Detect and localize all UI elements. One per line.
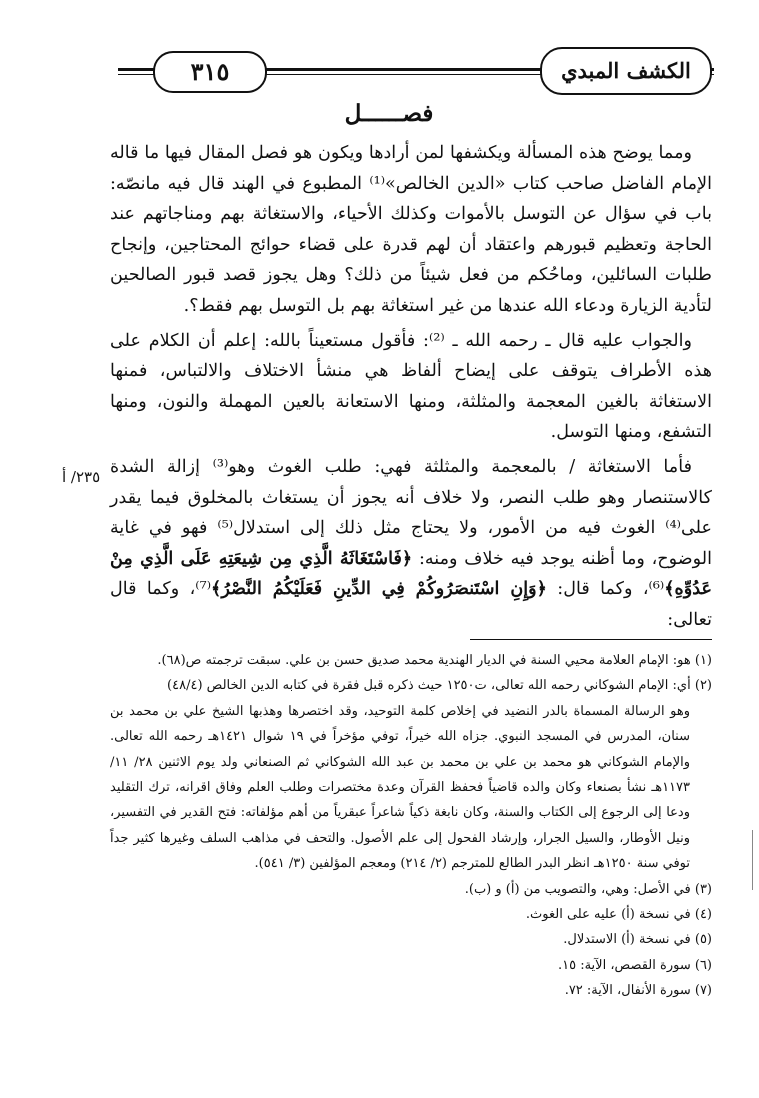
footnote-divider — [470, 639, 712, 640]
quran-verse: ﴿وَإِنِ اسْتَنصَرُوكُمْ فِي الدِّينِ فَعَلَيْكُمُ النَّصْرُ﴾ — [211, 578, 547, 600]
quran-verse: ﴿فَاسْتَغَاثَهُ الَّذِي مِن شِيعَتِهِ عَلَى الَّذِي مِنْ عَدُوِّهِ﴾ — [110, 547, 712, 600]
footnote-text: في الأصل: وهي، والتصويب من (أ) و (ب). — [464, 881, 691, 897]
footnote-text: هو: الإمام العلامة محيي السنة في الديار الهندية محمد صديق حسن بن علي. سبقت ترجمته ص(٦٨). — [157, 653, 691, 668]
footnote — [110, 902, 712, 927]
paragraph: والجواب عليه قال ـ رحمه الله ـ ⁽²⁾: فأقول مستعيناً بالله: إعلم أن الكلام على هذه الأطراف يتوقف على إيضاح ألفاظ هي منشأ الاختلاف والالتباس، فمنها الاستغاثة بالغين المعجمة والمثلثة، ومنها الاستعانة بالعين المهملة والنون، ومنها التشفع، ومنها التوسل. — [110, 330, 712, 443]
footnotes — [110, 648, 712, 1004]
page-number: ٣١٥ — [153, 51, 267, 93]
footnote-text: سورة القصص، الآية: ١٥. — [557, 957, 691, 973]
footnote-number: (٢) — [694, 678, 712, 694]
footnote-text: في نسخة (أ) عليه على الغوث. — [525, 907, 691, 923]
verse-reference: ⁽⁷⁾، وكما قال تعالى: — [110, 579, 712, 630]
footnote — [110, 648, 712, 673]
paragraph: ومما يوضح هذه المسألة ويكشفها لمن أرادها ويكون هو فصل المقال فيها ما قاله الإمام الفاضل صاحب كتاب «الدين الخالص»⁽¹⁾ المطبوع في الهند قال فيه مانصّه: باب في سؤال عن التوسل بالأموات وكذلك الأحياء، والاستغاثة بهم ومناجاتهم عند الحاجة وتعظيم قبورهم واعتقاد أن لهم قدرة على قضاء حوائج المحتاجين، وإنجاح طلبات السائلين، وماحُكم من فعل شيئاً من ذلك؟ وهل يجوز قصد قبور الصالحين لتأدية الزيارة ودعاء الله عندها من غير استغاثة بهم بل التوسل بهم فقط؟. — [110, 143, 712, 316]
paragraph-text: فأما الاستغاثة / بالمعجمة والمثلثة فهي: طلب الغوث وهو⁽³⁾ إزالة الشدة كالاستنصار وهو طلب النصر، ولا خلاف أنه يجوز أن يستغاث بالمخلوق فيما يقدر على⁽⁴⁾ الغوث فيه من الأمور، ولا يحتاج مثل ذلك إلى استدلال⁽⁵⁾ فهو في غاية الوضوح، وما أظنه يوجد فيه خلاف ومنه: — [110, 456, 712, 569]
page-header — [118, 45, 714, 95]
footnote-text: في نسخة (أ) الاستدلال. — [563, 932, 691, 948]
footnote — [110, 673, 712, 698]
section-title: فصــــــل — [344, 100, 434, 127]
paragraph — [110, 452, 712, 636]
footnote — [110, 953, 712, 978]
footnote-continuation — [110, 699, 712, 877]
footnote-text: سورة الأنفال، الآية: ٧٢. — [564, 983, 691, 999]
footnote-number: (٥) — [694, 932, 712, 948]
footnote-text: أي: الإمام الشوكاني رحمه الله تعالى، ت١٢٥٠ حيث ذكره قبل فقرة في كتابه الدين الخالص (٤٨/٤) — [167, 678, 691, 694]
footnote-number: (٣) — [694, 881, 712, 897]
page-edge-mark — [752, 830, 753, 890]
footnote-number: (٤) — [694, 907, 712, 923]
footnote-number: (١) — [694, 653, 712, 668]
main-text — [110, 138, 712, 640]
footnote-text: وهو الرسالة المسماة بالدر النضيد في إخلاص كلمة التوحيد، وقد اختصرها وهذبها الشيخ علي بن محمد بن سنان، المدرس في المسجد النبوي. جزاه الله خيراً، توفي مؤخراً في ١٩ شوال ١٤٢١هـ رحمه الله تعالى. والإمام الشوكاني هو محمد بن علي بن محمد بن عبد الله الشوكاني ثم الصنعاني ولد يوم الاثنين ٢٨/ ١١/ ١١٧٣هـ نشأ بصنعاء وكان والده قاضياً فحفظ القرآن وعدة مختصرات وطلب العلم وفاق اقرانه، ترك التقليد ودعا إلى الرجوع إلى الكتاب والسنة، وكان نابغة ذكياً شاعراً عبقرياً من أهم مؤلفاته: فتح القدير في التفسير، ونيل الأوطار، والسيل الجرار، وإرشاد الفحول إلى علم الأصول. والتحف في مذاهب السلف وغيرها كثير جداً توفي سنة ١٢٥٠هـ انظر البدر الطالع للمترجم (٢/ ٢١٤) ومعجم المؤلفين (٣/ ٥٤١). — [110, 703, 690, 872]
verse-reference: ⁽⁶⁾، وكما قال: — [557, 579, 665, 600]
book-title: الكشف المبدي — [540, 47, 712, 95]
footnote — [110, 927, 712, 952]
footnote-number: (٦) — [694, 957, 712, 973]
footnote-number: (٧) — [694, 983, 712, 999]
footnote — [110, 877, 712, 902]
footnote — [110, 978, 712, 1003]
manuscript-folio-note: ٢٣٥/ أ — [62, 468, 101, 486]
